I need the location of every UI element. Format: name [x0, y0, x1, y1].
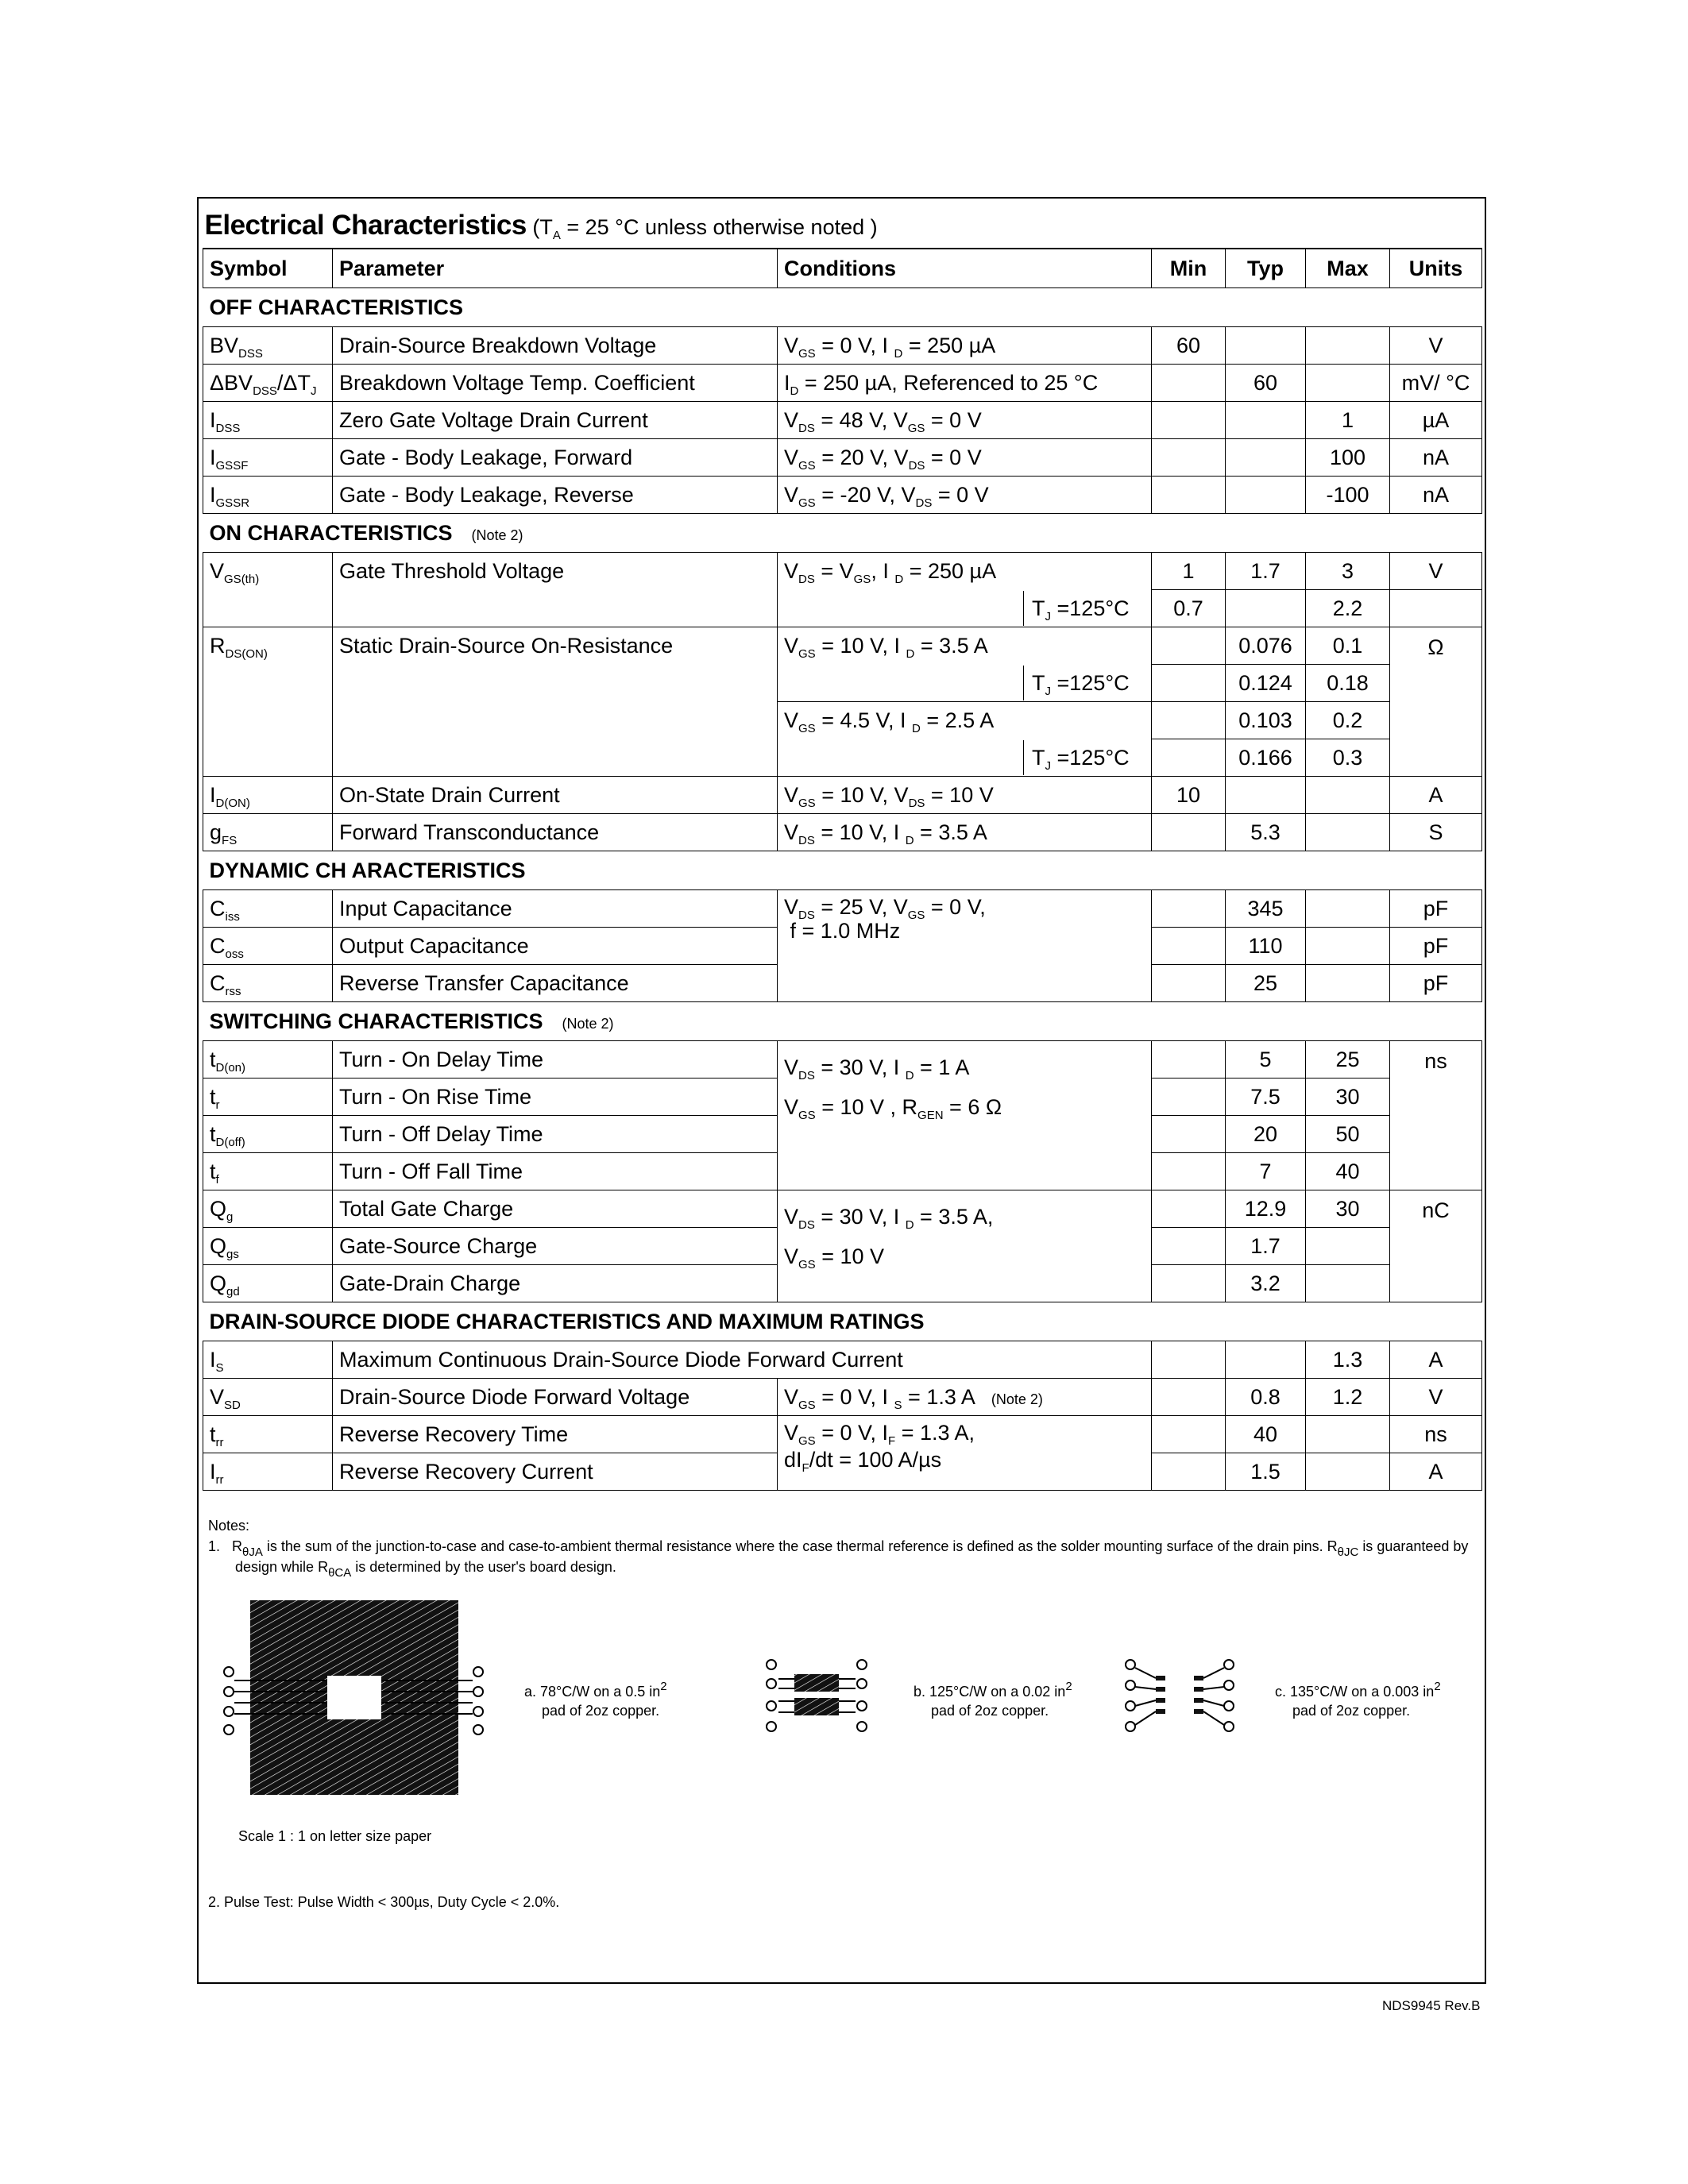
figure-a-large-pad — [214, 1596, 492, 1803]
notes — [208, 1515, 1479, 1580]
table-row: $V_{SD}$ Drain-Source Diode Forward Voltage $V_{GS} = 0$ V, I $_S$ = 1.3 A (Note 2) 0.8 1.2 V — [203, 1379, 1482, 1416]
header-units: Units — [1390, 249, 1482, 288]
header-symbol: Symbol — [203, 249, 333, 288]
table-row: $I_{DSS}$ Zero Gate Voltage Drain Current $V_{DS} = 48$ V, $V_{GS} = 0$ V 1 µA — [203, 402, 1482, 439]
electrical-characteristics-table — [203, 203, 1482, 1491]
table-row: $R_{DS(ON)}$ Static Drain-Source On-Resistance $V_{GS} = 10$ V, I $_D$ = 3.5 A 0.076 0.1 Ω — [203, 627, 1482, 665]
table-row: $C_{oss}$ Output Capacitance 110 pF — [203, 928, 1482, 965]
section-on: ON CHARACTERISTICS (Note 2) — [203, 514, 1482, 553]
header-conditions: Conditions — [778, 249, 1152, 288]
header-max: Max — [1306, 249, 1390, 288]
note-2: 2. Pulse Test: Pulse Width < 300µs, Duty Cycle < 2.0%. — [208, 1894, 560, 1910]
table-row: $I_{GSSR}$ Gate - Body Leakage, Reverse $V_{GS} = -20$ V, $V_{DS} = 0$ V -100 nA — [203, 477, 1482, 514]
table-row: $Q_{gs}$ Gate-Source Charge 1.7 — [203, 1228, 1482, 1265]
table-row: $\Delta BV_{DSS}/\Delta T_J$ Breakdown Voltage Temp. Coefficient $I_D = 250$ µA, Referenced to 25 °C 60 mV/ °C — [203, 365, 1482, 402]
figure-b-small-pad — [759, 1652, 878, 1739]
section-dynamic: DYNAMIC CH ARACTERISTICS — [203, 851, 1482, 890]
table-row: $I_{rr}$ Reverse Recovery Current 1.5 A — [203, 1453, 1482, 1491]
table-row: $T_J =125^\circ C$ 0.166 0.3 — [203, 739, 1482, 777]
note-1: 1. $R_{\theta JA}$ is the sum of the junction-to-case and case-to-ambient thermal resistance where the case thermal reference is defined as the solder mounting surface of the drain pins. $R_{\theta JC}$ is guaranteed by design while $R_{\theta CA}$ is determined by the user's board design. — [208, 1538, 1469, 1580]
table-row: $T_J =125^\circ C$ 0.7 2.2 — [203, 590, 1482, 627]
section-switching: SWITCHING CHARACTERISTICS (Note 2) — [203, 1002, 1482, 1041]
table-row: $I_S$ Maximum Continuous Drain-Source Diode Forward Current 1.3 A — [203, 1341, 1482, 1379]
header-parameter: Parameter — [333, 249, 778, 288]
table-row: $I_{D(ON)}$ On-State Drain Current $V_{GS} = 10$ V, $V_{DS} = 10$ V 10 A — [203, 777, 1482, 814]
table-row: $I_{GSSF}$ Gate - Body Leakage, Forward $V_{GS} = 20$ V, $V_{DS} = 0$ V 100 nA — [203, 439, 1482, 477]
figure-c-minimum-pad — [1116, 1652, 1243, 1739]
table-row: $t_{rr}$ Reverse Recovery Time $V_{GS} = 0$ V, $I_F = 1.3$ A, $dI_F/dt = 100$ A/µs 40 ns — [203, 1416, 1482, 1453]
table-row: $T_J =125^\circ C$ 0.124 0.18 — [203, 665, 1482, 702]
table-row: $Q_{gd}$ Gate-Drain Charge 3.2 — [203, 1265, 1482, 1302]
header-min: Min — [1152, 249, 1226, 288]
table-row: $t_{D(off)}$ Turn - Off Delay Time 20 50 — [203, 1116, 1482, 1153]
figure-c-caption: c. 135°C/W on a 0.003 $in^2$ pad of 2oz copper. — [1275, 1680, 1441, 1719]
header-row — [203, 249, 1482, 288]
figure-b-caption: b. 125°C/W on a 0.02 $in^2$ pad of 2oz copper. — [914, 1680, 1072, 1719]
table-row: $t_r$ Turn - On Rise Time 7.5 30 — [203, 1078, 1482, 1116]
table-row: $V_{GS} = 4.5$ V, I $_D$ = 2.5 A 0.103 0.2 — [203, 702, 1482, 739]
table-row: $C_{rss}$ Reverse Transfer Capacitance 25 pF — [203, 965, 1482, 1002]
scale-note: Scale 1 : 1 on letter size paper — [238, 1828, 432, 1844]
table-row: $BV_{DSS}$ Drain-Source Breakdown Voltage $V_{GS} = 0$ V, I $_D$ = 250 µA 60 V — [203, 327, 1482, 365]
figure-a-caption: a. 78°C/W on a 0.5 $in^2$ pad of 2oz copper. — [524, 1680, 667, 1719]
table-title: Electrical Characteristics ($T_A = 25$ °C unless otherwise noted ) — [203, 203, 1482, 249]
header-typ: Typ — [1226, 249, 1306, 288]
table-row: $V_{GS(th)}$ Gate Threshold Voltage $V_{DS} = V_{GS}$, I $_D$ = 250 µA 1 1.7 3 V — [203, 553, 1482, 590]
table-row: $Q_g$ Total Gate Charge $V_{DS} = 30$ V, I $_D$ = 3.5 A, $V_{GS} = 10$ V 12.9 30 nC — [203, 1190, 1482, 1228]
section-diode: DRAIN-SOURCE DIODE CHARACTERISTICS AND MAXIMUM RATINGS — [203, 1302, 1482, 1341]
table-row: $t_f$ Turn - Off Fall Time 7 40 — [203, 1153, 1482, 1190]
notes-heading: Notes: — [208, 1518, 250, 1534]
section-off: OFF CHARACTERISTICS — [203, 288, 1482, 327]
revision-label: NDS9945 Rev.B — [1382, 1998, 1481, 2013]
table-row: $g_{FS}$ Forward Transconductance $V_{DS} = 10$ V, I $_D$ = 3.5 A 5.3 S — [203, 814, 1482, 851]
table-row: $t_{D(on)}$ Turn - On Delay Time $V_{DS} = 30$ V, I $_D$ = 1 A $V_{GS} = 10$ V , $R_{GEN} = 6$ Ω 5 25 ns — [203, 1041, 1482, 1078]
table-row: $C_{iss}$ Input Capacitance $V_{DS} = 25$ V, $V_{GS} = 0$ V, f = 1.0 MHz 345 pF — [203, 890, 1482, 928]
